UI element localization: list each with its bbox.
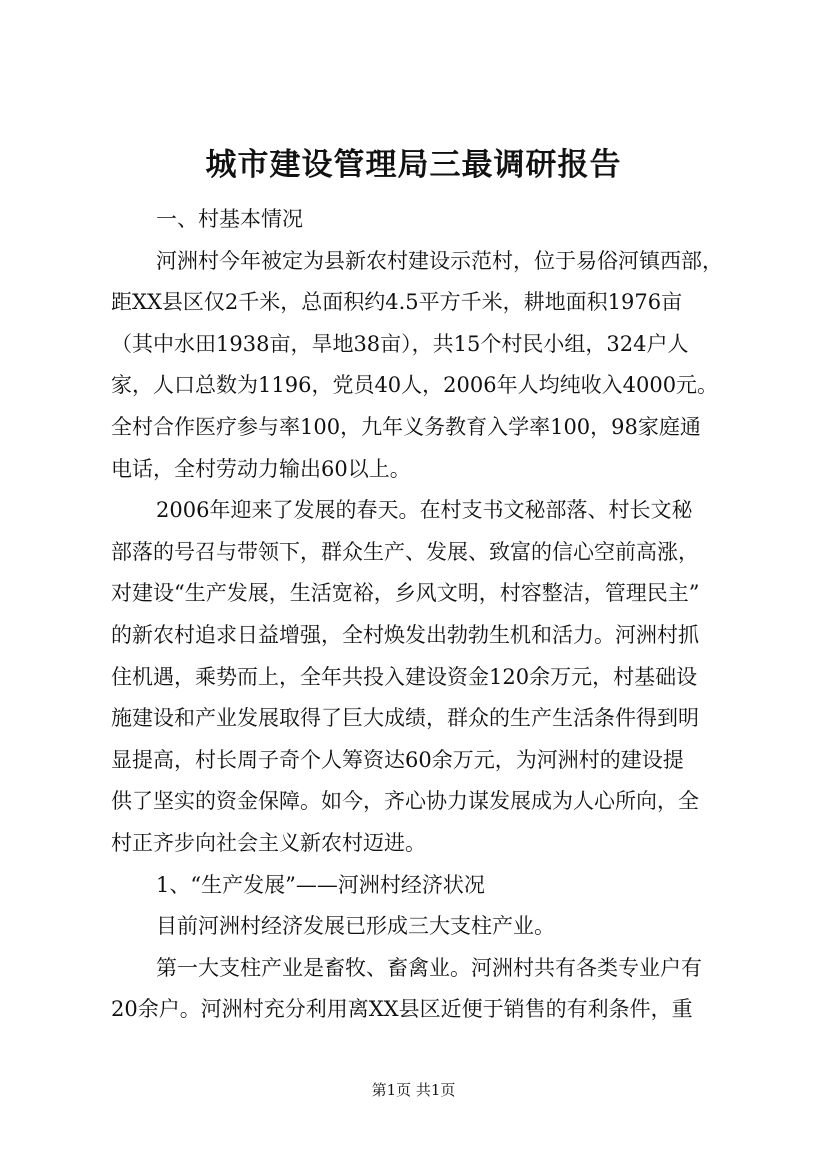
document-title: 城市建设管理局三最调研报告: [205, 147, 622, 183]
text-line: 全村合作医疗参与率100，九年义务教育入学率100，98家庭通: [111, 414, 701, 439]
text-line: 河洲村今年被定为县新农村建设示范村，位于易俗河镇西部，: [156, 248, 723, 273]
text-line: 村正齐步向社会主义新农村迈进。: [111, 830, 426, 855]
text-line: 供了坚实的资金保障。如今，齐心协力谋发展成为人心所向，全: [111, 789, 699, 814]
text-line: （其中水田1938亩，旱地38亩），共15个村民小组，324户人: [111, 331, 689, 356]
text-line: 显提高，村长周子奇个人筹资达60余万元，为河洲村的建设提: [111, 747, 684, 772]
text-line: 住机遇，乘势而上，全年共投入建设资金120余万元，村基础设: [111, 664, 698, 689]
document-body: [111, 199, 726, 1031]
text-line: 的新农村追求日益增强，全村焕发出勃勃生机和活力。河洲村抓: [111, 622, 699, 647]
text-line: 2006年迎来了发展的春天。在村支书文秘部落、村长文秘: [156, 498, 693, 523]
text-line: 施建设和产业发展取得了巨大成绩，群众的生产生活条件得到明: [111, 706, 699, 731]
text-line: 目前河洲村经济发展已形成三大支柱产业。: [156, 914, 555, 939]
text-line: 1、“生产发展”——河洲村经济状况: [156, 872, 485, 897]
page-footer: 第1页 共1页: [371, 1081, 456, 1099]
text-line: 部落的号召与带领下，群众生产、发展、致富的信心空前高涨，: [111, 539, 699, 564]
text-line: 对建设“生产发展，生活宽裕，乡风文明，村容整洁，管理民主”: [111, 581, 700, 606]
text-line: 家，人口总数为1196，党员40人，2006年人均纯收入4000元。: [111, 373, 719, 398]
text-line: 第一大支柱产业是畜牧、畜禽业。河洲村共有各类专业户有: [156, 955, 702, 980]
text-line: 电话，全村劳动力输出60以上。: [111, 456, 411, 481]
text-line: 距XX县区仅2千米，总面积约4.5平方千米，耕地面积1976亩: [111, 290, 683, 315]
text-line: 20余户。河洲村充分利用离XX县区近便于销售的有利条件，重: [111, 997, 693, 1022]
text-line: 一、村基本情况: [156, 207, 303, 231]
